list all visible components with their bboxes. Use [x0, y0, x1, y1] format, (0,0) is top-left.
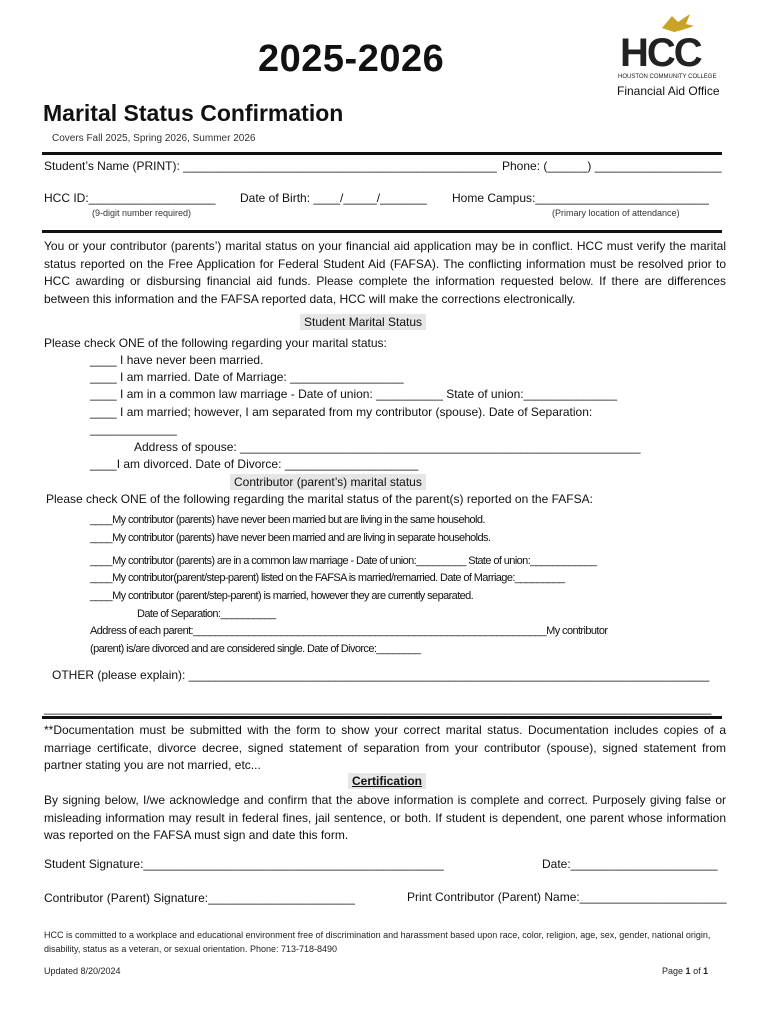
- student-instruction: Please check ONE of the following regarding your marital status:: [44, 336, 387, 350]
- other-explain-line[interactable]: ____________________________________________________________________________________________________: [44, 701, 712, 715]
- home-campus-field[interactable]: Home Campus:__________________________: [452, 191, 709, 205]
- parent-option[interactable]: ____My contributor (parents) have never been married but are living in the same household.: [90, 514, 485, 526]
- covers-terms: Covers Fall 2025, Spring 2026, Summer 2026: [52, 133, 256, 144]
- parent-separation-date-field[interactable]: Date of Separation:__________: [137, 608, 276, 620]
- other-explain-field[interactable]: OTHER (please explain): ______________________________________________________________________________: [52, 668, 710, 682]
- logo-text: HCC: [620, 31, 701, 75]
- form-title: Marital Status Confirmation: [43, 100, 344, 126]
- parent-signature-field[interactable]: Contributor (Parent) Signature:______________________: [44, 891, 355, 905]
- certification-text: By signing below, I/we acknowledge and confirm that the above information is complete and correct. Purposely giving false or misleading information may result in federal fines, jail sentence, or both. If student is dependent, one parent whose information was reported on the FAFSA must sign and date this form.: [44, 793, 726, 842]
- student-option[interactable]: ____ I am married; however, I am separated from my contributor (spouse). Date of Separation:: [90, 405, 593, 419]
- parent-instruction: Please check ONE of the following regarding the marital status of the parent(s) reported on the FAFSA:: [46, 492, 593, 506]
- parent-option[interactable]: ____My contributor (parent/step-parent) is married, however they are currently separated.: [90, 590, 474, 602]
- divider: [42, 152, 722, 155]
- nondiscrimination-statement: HCC is committed to a workplace and educational environment free of discrimination and harassment based upon race, color, religion, age, sex, gender, national origin, disability, status as a veteran, or sexual orientation. Phone: 713-718-8490: [44, 930, 711, 954]
- parent-option[interactable]: ____My contributor(parent/step-parent) listed on the FAFSA is married/remarried. Date of Marriage:_________: [90, 572, 565, 584]
- parent-option[interactable]: ____My contributor (parents) have never been married and are living in separate households.: [90, 532, 491, 544]
- dob-field[interactable]: Date of Birth: ____/_____/_______: [240, 191, 427, 205]
- financial-aid-office: Financial Aid Office: [617, 84, 720, 98]
- student-signature-field[interactable]: Student Signature:_____________________________________________: [44, 857, 444, 871]
- phone-field[interactable]: Phone: (______) ___________________: [502, 159, 722, 173]
- student-option[interactable]: ____ I am in a common law marriage - Date of union: __________ State of union:______________: [90, 387, 618, 401]
- parent-option[interactable]: ____My contributor (parents) are in a common law marriage - Date of union:_________ State of union:____________: [90, 555, 597, 567]
- student-marital-heading: Student Marital Status: [300, 314, 426, 330]
- divider: [42, 716, 722, 719]
- parent-marital-heading: Contributor (parent’s) marital status: [230, 474, 426, 490]
- divider: [42, 230, 722, 233]
- documentation-note: **Documentation must be submitted with the form to show your correct marital status. Documentation includes copies of a marriage certificate, divorce decree, signed statement of separation from your contributor (spouse), signed statement from partner stating you are not married, etc...: [44, 723, 726, 772]
- form-year: 2025-2026: [258, 38, 445, 80]
- eagle-icon: [662, 14, 694, 32]
- spouse-address-field[interactable]: Address of spouse: ____________________________________________________________: [134, 440, 641, 454]
- student-name-field[interactable]: Student’s Name (PRINT): _______________________________________________: [44, 159, 497, 173]
- certification-heading: Certification: [348, 773, 426, 789]
- student-option[interactable]: ____ I have never been married.: [90, 353, 264, 367]
- student-option[interactable]: ____I am divorced. Date of Divorce: ____________________: [90, 457, 419, 471]
- parent-option[interactable]: (parent) is/are divorced and are considered single. Date of Divorce:________: [90, 643, 421, 655]
- student-option[interactable]: ____ I am married. Date of Marriage: _________________: [90, 370, 404, 384]
- parent-address-field[interactable]: Address of each parent:________________________________________________________________My contributor: [90, 625, 608, 637]
- hcc-id-field[interactable]: HCC ID:___________________: [44, 191, 216, 205]
- hcc-logo: [612, 12, 730, 86]
- updated-date: Updated 8/20/2024: [44, 966, 121, 976]
- separation-date-field[interactable]: _____________: [90, 422, 177, 436]
- logo-subtext: HOUSTON COMMUNITY COLLEGE: [618, 74, 717, 80]
- intro-paragraph: You or your contributor (parents’) marital status on your financial aid application may be in conflict. HCC must verify the marital status reported on the Free Application for Federal Student Aid (FAFSA). The conflicting information must be resolved prior to HCC awarding or disbursing financial aid funds. Please complete the information requested below. If there are differences between this information and the FAFSA reported data, HCC will make the corrections electronically.: [44, 239, 726, 306]
- hcc-id-hint: (9-digit number required): [92, 208, 192, 218]
- home-campus-hint: (Primary location of attendance): [552, 208, 680, 218]
- date-field[interactable]: Date:______________________: [542, 857, 718, 871]
- print-parent-name-field[interactable]: Print Contributor (Parent) Name:______________________: [407, 890, 727, 904]
- page-number: Page 1 of 1: [662, 966, 709, 976]
